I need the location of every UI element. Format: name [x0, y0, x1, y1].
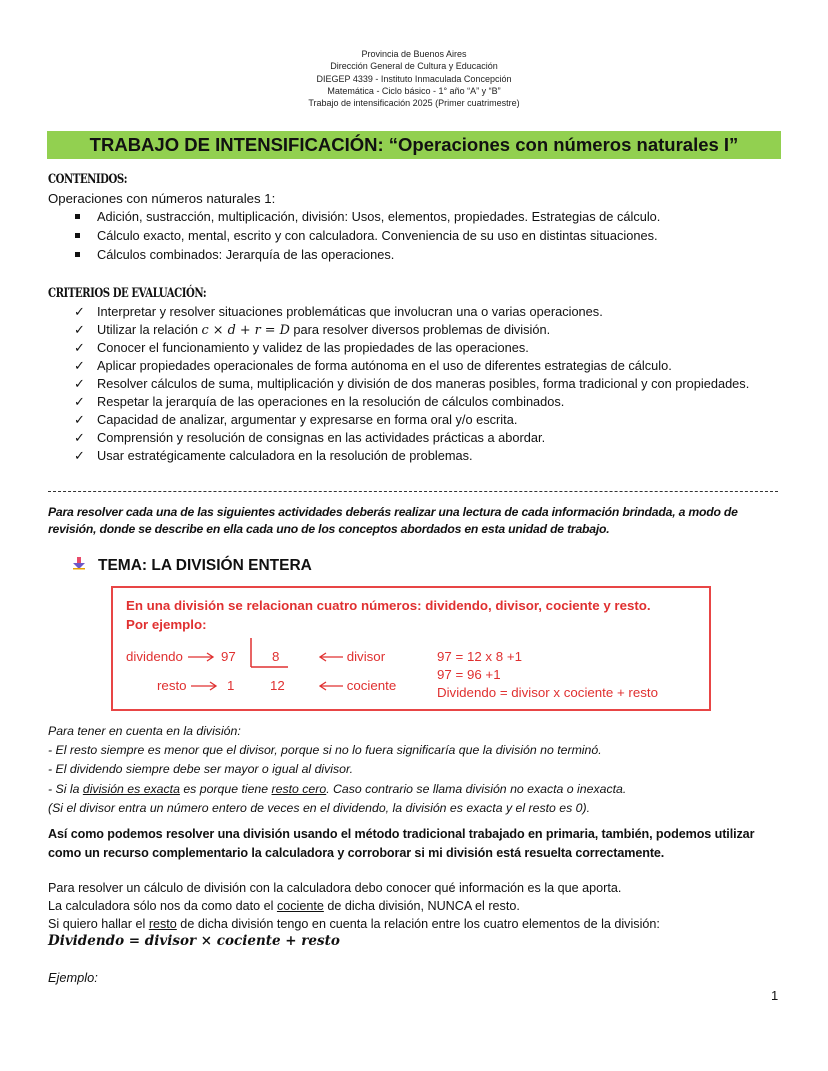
division-formula: Dividendo = divisor × cociente + resto	[48, 933, 340, 949]
equation-line: 97 = 12 x 8 +1	[437, 649, 523, 664]
dividend-value: 97	[221, 649, 236, 664]
quotient-value: 12	[270, 678, 285, 693]
note-line	[48, 780, 626, 799]
left-arrow-icon	[319, 679, 343, 694]
check-icon: ✓	[74, 394, 85, 409]
list-item: Cálculo exacto, mental, escrito y con calculadora. Conveniencia de su uso en distintas situaciones.	[74, 226, 660, 245]
list-item	[74, 339, 749, 357]
note-line: - El resto siempre es menor que el divisor, porque si no lo fuera significaría que la división no terminó.	[48, 743, 602, 758]
contenidos-list	[74, 207, 660, 264]
criterio-text: Comprensión y resolución de consignas en las actividades prácticas a abordar.	[97, 430, 546, 445]
dividend-label-text: dividendo	[126, 649, 183, 664]
explain-text: de dicha división tengo en cuenta la relación entre los cuatro elementos de la división:	[176, 917, 660, 931]
check-icon: ✓	[74, 448, 85, 463]
right-arrow-icon	[190, 679, 218, 694]
rest-label	[157, 678, 218, 694]
rest-label-text: resto	[157, 678, 187, 693]
check-icon: ✓	[74, 304, 85, 319]
division-definition-box	[111, 586, 711, 711]
box-intro: En una división se relacionan cuatro números: dividendo, divisor, cociente y resto.	[126, 598, 651, 613]
contenidos-heading: CONTENIDOS:	[48, 172, 128, 187]
explain-line	[48, 897, 660, 915]
note-text: - Si la	[48, 781, 83, 796]
quotient-label-text: cociente	[346, 678, 397, 693]
list-item	[74, 393, 749, 411]
explanation-paragraph	[48, 879, 660, 933]
tema-heading	[72, 556, 312, 575]
note-line: (Si el divisor entra un número entero de veces en el dividendo, la división es exacta y el resto es 0).	[48, 800, 591, 815]
note-text: es porque tiene	[179, 781, 272, 796]
check-icon: ✓	[74, 430, 85, 445]
divisor-label-text: divisor	[346, 649, 386, 664]
page-number: 1	[771, 988, 779, 1003]
equation-line: Dividendo = divisor x cociente + resto	[437, 685, 658, 700]
dividend-label	[126, 649, 215, 665]
quotient-label	[319, 678, 396, 694]
ejemplo-label: Ejemplo:	[48, 970, 98, 985]
criterio-text: Conocer el funcionamiento y validez de las propiedades de las operaciones.	[97, 340, 529, 355]
check-icon: ✓	[74, 358, 85, 373]
contenidos-intro: Operaciones con números naturales 1:	[48, 191, 276, 206]
criterio-text: Aplicar propiedades operacionales de forma autónoma en el uso de diferentes estrategias de cálculo.	[97, 358, 672, 373]
header-line: Provincia de Buenos Aires	[361, 49, 467, 59]
note-line: - El dividendo siempre debe ser mayor o igual al divisor.	[48, 762, 354, 777]
explain-underlined: cociente	[276, 899, 324, 913]
header-line: Trabajo de intensificación 2025 (Primer cuatrimestre)	[308, 98, 520, 109]
page-title: TRABAJO DE INTENSIFICACIÓN: “Operaciones con números naturales I”	[47, 131, 781, 159]
divisor-value: 8	[272, 649, 280, 664]
calculator-paragraph: Así como podemos resolver una división usando el método tradicional trabajado en primaria, también, podemos utilizar como un recurso complementario la calculadora y corroborar si mi división está resuelta correctamente.	[48, 827, 755, 860]
check-icon: ✓	[74, 412, 85, 427]
list-item	[74, 375, 749, 393]
list-item: Cálculos combinados: Jerarquía de las operaciones.	[74, 245, 660, 264]
criterios-list	[74, 303, 749, 465]
note-line: Para tener en cuenta en la división:	[48, 724, 241, 738]
document-header	[0, 48, 828, 109]
list-item: Adición, sustracción, multiplicación, división: Usos, elementos, propiedades. Estrategias de cálculo.	[74, 207, 660, 226]
explain-underlined: resto	[148, 917, 177, 931]
list-item	[74, 321, 749, 339]
criterio-text: para resolver diversos problemas de división.	[289, 322, 551, 337]
math-formula: c × d + r = D	[201, 323, 290, 338]
explain-text: La calculadora sólo nos da como dato el	[48, 899, 277, 913]
rest-value: 1	[227, 678, 235, 693]
dashed-divider	[48, 491, 778, 492]
criterio-text: Capacidad de analizar, argumentar y expresarse en forma oral y/o escrita.	[97, 412, 518, 427]
header-line: Dirección General de Cultura y Educación	[330, 61, 498, 72]
criterios-heading: CRITERIOS DE EVALUACIÓN:	[48, 286, 207, 301]
instruction-paragraph: Para resolver cada una de las siguientes actividades deberás realizar una lectura de cada información brindada, a modo de revisión, donde se describe en ella cada uno de los conceptos abordados en esta unidad de trabajo.	[48, 505, 738, 536]
equation-line: 97 = 96 +1	[437, 667, 501, 682]
list-item	[74, 447, 749, 465]
left-arrow-icon	[319, 650, 343, 665]
explain-text: Si quiero hallar el	[48, 917, 149, 931]
division-bracket	[249, 636, 289, 670]
list-item	[74, 303, 749, 321]
division-notes	[48, 722, 626, 818]
explain-text: de dicha división, NUNCA el resto.	[323, 899, 520, 913]
note-underlined: resto cero	[271, 781, 327, 796]
right-arrow-icon	[187, 650, 215, 665]
criterio-text: Interpretar y resolver situaciones problemáticas que involucran una o varias operaciones.	[97, 304, 603, 319]
criterio-text: Utilizar la relación	[97, 322, 202, 337]
header-line: DIEGEP 4339 - Instituto Inmaculada Concepción	[316, 73, 512, 84]
check-icon: ✓	[74, 340, 85, 355]
check-icon: ✓	[74, 376, 85, 391]
note-text: . Caso contrario se llama división no exacta o inexacta.	[326, 781, 627, 796]
explain-line: Para resolver un cálculo de división con la calculadora debo conocer qué información es la que aporta.	[48, 881, 622, 895]
header-line: Matemática - Ciclo básico - 1° año “A” y “B”	[327, 85, 501, 96]
check-icon: ✓	[74, 322, 85, 337]
list-item	[74, 411, 749, 429]
list-item	[74, 357, 749, 375]
explain-line	[48, 915, 660, 933]
criterio-text: Usar estratégicamente calculadora en la resolución de problemas.	[97, 448, 473, 463]
divisor-label	[319, 649, 385, 665]
criterio-text: Respetar la jerarquía de las operaciones en la resolución de cálculos combinados.	[97, 394, 565, 409]
box-example-label: Por ejemplo:	[126, 617, 207, 632]
tema-title: TEMA: LA DIVISIÓN ENTERA	[98, 556, 312, 574]
note-underlined: división es exacta	[82, 781, 180, 796]
list-item	[74, 429, 749, 447]
down-arrow-icon	[72, 556, 88, 575]
criterio-text: Resolver cálculos de suma, multiplicación y división de dos maneras posibles, forma tradicional y con propiedades.	[97, 376, 750, 391]
